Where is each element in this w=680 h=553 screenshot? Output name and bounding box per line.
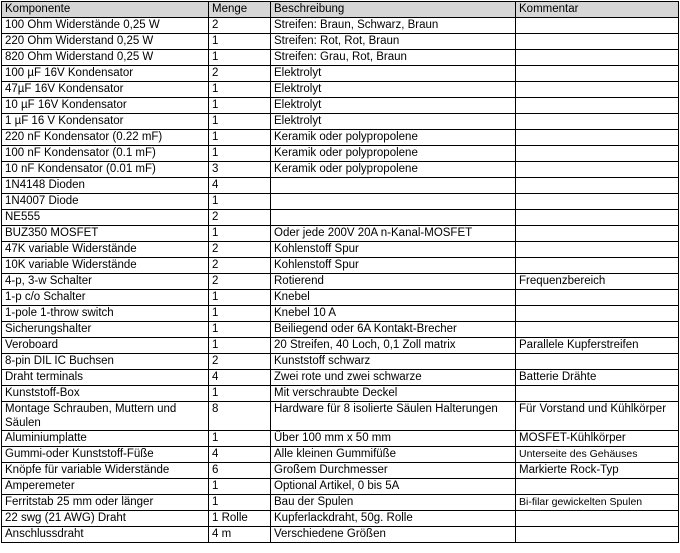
- table-row: [2, 527, 679, 543]
- header-komponente: Komponente: [2, 2, 209, 18]
- description-cell: Über 100 mm x 50 mm: [271, 431, 516, 447]
- quantity-cell: 1: [209, 50, 271, 66]
- quantity-cell: 1: [209, 338, 271, 354]
- description-cell: Elektrolyt: [271, 66, 516, 82]
- quantity-cell: 1: [209, 82, 271, 98]
- parts-list: [1, 1, 679, 543]
- comment-cell: [516, 18, 679, 34]
- table-row: [2, 210, 679, 226]
- component-cell: Montage Schrauben, Muttern und Säulen: [2, 402, 209, 431]
- component-cell: 100 Ohm Widerstände 0,25 W: [2, 18, 209, 34]
- description-cell: Beiliegend oder 6A Kontakt-Brecher: [271, 322, 516, 338]
- comment-cell: Bi-filar gewickelten Spulen: [516, 495, 679, 511]
- quantity-cell: 2: [209, 354, 271, 370]
- comment-cell: [516, 162, 679, 178]
- description-cell: [271, 178, 516, 194]
- table-row: [2, 146, 679, 162]
- comment-cell: [516, 354, 679, 370]
- description-cell: Kohlenstoff Spur: [271, 242, 516, 258]
- comment-cell: [516, 511, 679, 527]
- component-cell: 22 swg (21 AWG) Draht: [2, 511, 209, 527]
- description-cell: Keramik oder polypropolene: [271, 162, 516, 178]
- table-row: [2, 479, 679, 495]
- quantity-cell: 2: [209, 242, 271, 258]
- comment-cell: [516, 226, 679, 242]
- comment-cell: [516, 306, 679, 322]
- description-cell: Kunststoff schwarz: [271, 354, 516, 370]
- component-cell: 1 µF 16 V Kondensator: [2, 114, 209, 130]
- table-row: [2, 306, 679, 322]
- quantity-cell: 2: [209, 210, 271, 226]
- quantity-cell: 8: [209, 402, 271, 431]
- table-row: [2, 114, 679, 130]
- comment-cell: Für Vorstand und Kühlkörper: [516, 402, 679, 431]
- table-row: [2, 34, 679, 50]
- component-cell: 47K variable Widerstände: [2, 242, 209, 258]
- description-cell: Optional Artikel, 0 bis 5A: [271, 479, 516, 495]
- quantity-cell: 1: [209, 98, 271, 114]
- component-cell: 220 Ohm Widerstand 0,25 W: [2, 34, 209, 50]
- quantity-cell: 1: [209, 386, 271, 402]
- comment-cell: Batterie Drähte: [516, 370, 679, 386]
- table-row: [2, 511, 679, 527]
- description-cell: [271, 194, 516, 210]
- comment-cell: [516, 527, 679, 543]
- component-cell: 47µF 16V Kondensator: [2, 82, 209, 98]
- table-row: [2, 18, 679, 34]
- comment-cell: [516, 34, 679, 50]
- comment-cell: [516, 114, 679, 130]
- quantity-cell: 2: [209, 18, 271, 34]
- table-row: [2, 386, 679, 402]
- comment-cell: [516, 290, 679, 306]
- quantity-cell: 3: [209, 162, 271, 178]
- description-cell: Hardware für 8 isolierte Säulen Halterungen: [271, 402, 516, 431]
- description-cell: Kohlenstoff Spur: [271, 258, 516, 274]
- table-row: [2, 258, 679, 274]
- table-row: [2, 66, 679, 82]
- quantity-cell: 1: [209, 130, 271, 146]
- comment-cell: [516, 178, 679, 194]
- header-kommentar: Kommentar: [516, 2, 679, 18]
- component-cell: 100 nF Kondensator (0.1 mF): [2, 146, 209, 162]
- table-row: [2, 447, 679, 463]
- parts-table: [1, 1, 679, 543]
- table-row: [2, 242, 679, 258]
- component-cell: Anschlussdraht: [2, 527, 209, 543]
- quantity-cell: 1: [209, 146, 271, 162]
- comment-cell: [516, 258, 679, 274]
- quantity-cell: 1: [209, 306, 271, 322]
- comment-cell: [516, 194, 679, 210]
- component-cell: Amperemeter: [2, 479, 209, 495]
- table-row: [2, 402, 679, 431]
- quantity-cell: 1: [209, 114, 271, 130]
- component-cell: Veroboard: [2, 338, 209, 354]
- description-cell: 20 Streifen, 40 Loch, 0,1 Zoll matrix: [271, 338, 516, 354]
- component-cell: 10K variable Widerstände: [2, 258, 209, 274]
- description-cell: Keramik oder polypropolene: [271, 146, 516, 162]
- quantity-cell: 2: [209, 258, 271, 274]
- component-cell: BUZ350 MOSFET: [2, 226, 209, 242]
- table-row: [2, 431, 679, 447]
- quantity-cell: 1: [209, 479, 271, 495]
- description-cell: Großem Durchmesser: [271, 463, 516, 479]
- table-row: [2, 274, 679, 290]
- description-cell: Bau der Spulen: [271, 495, 516, 511]
- quantity-cell: 1: [209, 226, 271, 242]
- header-menge: Menge: [209, 2, 271, 18]
- component-cell: 10 µF 16V Kondensator: [2, 98, 209, 114]
- comment-cell: Markierte Rock-Typ: [516, 463, 679, 479]
- component-cell: 8-pin DIL IC Buchsen: [2, 354, 209, 370]
- component-cell: 1N4148 Dioden: [2, 178, 209, 194]
- table-row: [2, 98, 679, 114]
- description-cell: [271, 210, 516, 226]
- table-row: [2, 463, 679, 479]
- quantity-cell: 1: [209, 34, 271, 50]
- comment-cell: [516, 66, 679, 82]
- description-cell: Streifen: Rot, Rot, Braun: [271, 34, 516, 50]
- description-cell: Streifen: Grau, Rot, Braun: [271, 50, 516, 66]
- description-cell: Mit verschraubte Deckel: [271, 386, 516, 402]
- comment-cell: Parallele Kupferstreifen: [516, 338, 679, 354]
- component-cell: Knöpfe für variable Widerstände: [2, 463, 209, 479]
- component-cell: NE555: [2, 210, 209, 226]
- description-cell: Verschiedene Größen: [271, 527, 516, 543]
- component-cell: Sicherungshalter: [2, 322, 209, 338]
- component-cell: 1-pole 1-throw switch: [2, 306, 209, 322]
- quantity-cell: 6: [209, 463, 271, 479]
- description-cell: Alle kleinen Gummifüße: [271, 447, 516, 463]
- quantity-cell: 4: [209, 178, 271, 194]
- component-cell: Draht terminals: [2, 370, 209, 386]
- description-cell: Elektrolyt: [271, 114, 516, 130]
- header-beschreibung: Beschreibung: [271, 2, 516, 18]
- description-cell: Streifen: Braun, Schwarz, Braun: [271, 18, 516, 34]
- quantity-cell: 1 Rolle: [209, 511, 271, 527]
- component-cell: 220 nF Kondensator (0.22 mF): [2, 130, 209, 146]
- table-row: [2, 370, 679, 386]
- comment-cell: [516, 98, 679, 114]
- table-row: [2, 495, 679, 511]
- table-row: [2, 290, 679, 306]
- component-cell: 820 Ohm Widerstand 0,25 W: [2, 50, 209, 66]
- table-row: [2, 162, 679, 178]
- table-row: [2, 354, 679, 370]
- quantity-cell: 1: [209, 194, 271, 210]
- quantity-cell: 2: [209, 66, 271, 82]
- description-cell: Rotierend: [271, 274, 516, 290]
- description-cell: Knebel 10 A: [271, 306, 516, 322]
- component-cell: Aluminiumplatte: [2, 431, 209, 447]
- component-cell: Kunststoff-Box: [2, 386, 209, 402]
- component-cell: Ferritstab 25 mm oder länger: [2, 495, 209, 511]
- quantity-cell: 1: [209, 431, 271, 447]
- table-row: [2, 338, 679, 354]
- table-row: [2, 50, 679, 66]
- quantity-cell: 1: [209, 290, 271, 306]
- description-cell: Zwei rote und zwei schwarze: [271, 370, 516, 386]
- comment-cell: [516, 242, 679, 258]
- quantity-cell: 1: [209, 322, 271, 338]
- table-row: [2, 226, 679, 242]
- table-row: [2, 130, 679, 146]
- component-cell: 1-p c/o Schalter: [2, 290, 209, 306]
- quantity-cell: 4 m: [209, 527, 271, 543]
- table-row: [2, 194, 679, 210]
- component-cell: 4-p, 3-w Schalter: [2, 274, 209, 290]
- component-cell: 10 nF Kondensator (0.01 mF): [2, 162, 209, 178]
- quantity-cell: 1: [209, 495, 271, 511]
- comment-cell: [516, 479, 679, 495]
- component-cell: 1N4007 Diode: [2, 194, 209, 210]
- comment-cell: [516, 146, 679, 162]
- description-cell: Elektrolyt: [271, 98, 516, 114]
- comment-cell: [516, 82, 679, 98]
- comment-cell: [516, 50, 679, 66]
- comment-cell: [516, 386, 679, 402]
- comment-cell: MOSFET-Kühlkörper: [516, 431, 679, 447]
- description-cell: Elektrolyt: [271, 82, 516, 98]
- component-cell: Gummi-oder Kunststoff-Füße: [2, 447, 209, 463]
- component-cell: 100 µF 16V Kondensator: [2, 66, 209, 82]
- comment-cell: [516, 130, 679, 146]
- quantity-cell: 2: [209, 274, 271, 290]
- description-cell: Kupferlackdraht, 50g. Rolle: [271, 511, 516, 527]
- description-cell: Oder jede 200V 20A n-Kanal-MOSFET: [271, 226, 516, 242]
- table-row: [2, 82, 679, 98]
- quantity-cell: 4: [209, 447, 271, 463]
- comment-cell: [516, 210, 679, 226]
- header-row: [2, 2, 679, 18]
- description-cell: Knebel: [271, 290, 516, 306]
- comment-cell: Frequenzbereich: [516, 274, 679, 290]
- quantity-cell: 4: [209, 370, 271, 386]
- description-cell: Keramik oder polypropolene: [271, 130, 516, 146]
- table-body: [2, 18, 679, 543]
- table-row: [2, 322, 679, 338]
- comment-cell: [516, 322, 679, 338]
- comment-cell: Unterseite des Gehäuses: [516, 447, 679, 463]
- table-row: [2, 178, 679, 194]
